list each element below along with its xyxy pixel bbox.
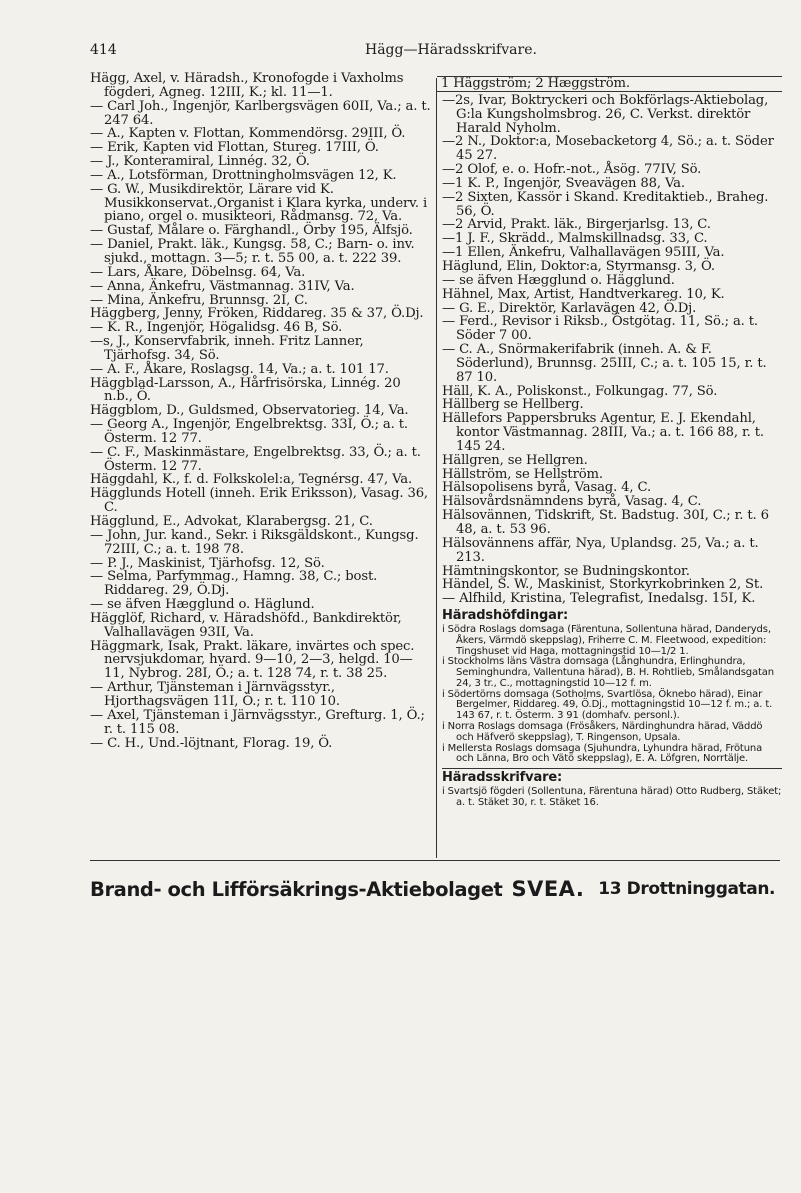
entry: — se äfven Hægglund o. Häglund. [90,597,315,613]
entry: — A., Lotsförman, Drottningholmsvägen 12, K. [90,167,397,183]
entry: — Mina, Änkefru, Brunnsg. 2I, C. [90,292,308,308]
page-number: 414 [90,42,117,58]
section-heading-haradsskrifvare: Häradsskrifvare: [442,768,782,785]
entry: Hälsovårdsnämndens byrå, Vasag. 4, C. [442,494,702,510]
entry: Hällström, se Hellström. [442,466,603,482]
page-header [90,42,780,64]
entry: — John, Jur. kand., Sekr. i Riksgäldskont., Kungsg. 72III, C.; a. t. 198 78. [90,527,419,557]
entry: —1 K. P., Ingenjör, Sveavägen 88, Va. [442,175,685,191]
name-variant-box: 1 Häggström; 2 Hæggström. [437,76,782,92]
running-title: Hägg—Häradsskrifvare. [365,42,537,58]
entry: Häglund, Elin, Doktor:a, Styrmansg. 3, Ö. [442,258,715,274]
entry: Hämtningskontor, se Budningskontor. [442,563,690,579]
entry: Hägglund, E., Advokat, Klarabergsg. 21, C. [90,514,373,529]
left-column [90,72,432,750]
entry: Hälsovännen, Tidskrift, St. Badstug. 30I, C.; r. t. 6 48, a. t. 53 96. [442,508,769,537]
entry: — Anna, Änkefru, Västmannag. 31IV, Va. [90,278,355,294]
entry: — Axel, Tjänsteman i Järnvägsstyr., Grefturg. 1, Ö.; r. t. 115 08. [90,707,425,737]
entry: — Ferd., Revisor i Riksb., Östgötag. 11, Sö.; a. t. Söder 7 00. [442,314,758,344]
entry: —2 Olof, e. o. Hofr.-not., Åsög. 77IV, Sö. [442,162,702,178]
entry: —1 Ellen, Änkefru, Valhallavägen 95III, Va. [442,245,725,261]
domsaga-entry: i Södra Roslags domsaga (Färentuna, Sollentuna härad, Danderyds, Åkers, Värmdö skeppslag), Friherre C. M. Fleetwood, expedition: Tingshuset vid Haga, mottagningstid 10—1/2 1. [442,623,771,657]
entry: Hälsovännens affär, Nya, Uplandsg. 25, Va.; a. t. 213. [442,535,759,565]
entry: — C. F., Maskinmästare, Engelbrektsg. 33, Ö.; a. t. Österm. 12 77. [90,444,421,474]
right-column [442,72,782,809]
fogderi-entry: i Svartsjö fögderi (Sollentuna, Färentuna härad) Otto Rudberg, Stäket; a. t. Stäket 30, r. t. Stäket 16. [442,786,782,808]
entry: Händel, S. W., Maskinist, Storkyrkobrinken 2, St. [442,577,764,593]
entry: — se äfven Hægglund o. Hägglund. [442,272,675,288]
entry: —2 Arvid, Prakt. läk., Birgerjarlsg. 13, C. [442,217,711,233]
entry: — G. E., Direktör, Karlavägen 42, Ö.Dj. [442,300,697,316]
entry: Hägg, Axel, v. Häradsh., Kronofogde i Vaxholms fögderi, Agneg. 12III, K.; kl. 11—1. [90,71,404,100]
entry: Hägglöf, Richard, v. Häradshöfd., Bankdirektör, Valhallavägen 93II, Va. [90,610,402,640]
entry: Häggblad-Larsson, A., Hårfrisörska, Linnég. 20 n.b., Ö. [90,375,401,405]
entry: — Selma, Parfymmag., Hamng. 38, C.; bost. Riddareg. 29, Ö.Dj. [90,569,378,599]
entry: —s, J., Konservfabrik, inneh. Fritz Lanner, Tjärhofsg. 34, Sö. [90,334,364,363]
entry: — Daniel, Prakt. läk., Kungsg. 58, C.; Barn- o. inv. sjukd., mottagn. 3—5; r. t. 55 00, a. t. 222 39. [90,237,415,266]
advert-address: 13 Drottninggatan. [598,879,776,899]
section-heading-haradshofdingar: Häradshöfdingar: [442,608,569,624]
entry: — Lars, Åkare, Döbelnsg. 64, Va. [90,264,306,280]
advert-banner [90,866,780,912]
domsaga-entry: i Stockholms läns Västra domsaga (Långhundra, Erlinghundra, Seminghundra, Vallentuna härad), B. H. Rohtlieb, Smålandsgatan 24, 3 tr., C., mottagningstid 10—12 f. m. [442,656,774,689]
domsaga-entry: i Södertörns domsaga (Sotholms, Svartlösa, Öknebo härad), Einar Bergelmer, Riddareg. 49, Ö.Dj., mottagningstid 10—12 f. m.; a. t. 143 67, r. t. Österm. 3 91 (domhafv. personl.). [442,688,773,722]
domsaga-entry: i Norra Roslags domsaga (Frösåkers, Närdinghundra härad, Väddö och Häfverö skeppslag), T. Ringenson, Upsala. [442,721,763,743]
entry: — C. H., Und.-löjtnant, Florag. 19, Ö. [90,735,333,751]
entry: Hähnel, Max, Artist, Handtverkareg. 10, K. [442,286,725,302]
entry: — P. J., Maskinist, Tjärhofsg. 12, Sö. [90,555,325,571]
entry: — Gustaf, Målare o. Färghandl., Örby 195, Älfsjö. [90,223,413,239]
entry: — Alfhild, Kristina, Telegrafist, Inedalsg. 15I, K. [442,591,756,607]
entry: Häll, K. A., Poliskonst., Folkungag. 77, Sö. [442,383,718,399]
domsaga-entry: i Mellersta Roslags domsaga (Sjuhundra, Lyhundra härad, Frötuna och Länna, Bro och Vätö skeppslag), E. A. Löfgren, Norrtälje. [442,742,763,765]
entry: Hälsopolisens byrå, Vasag. 4, C. [442,480,651,496]
entry: Hällgren, se Hellgren. [442,452,588,468]
entry: —2 Sixten, Kassör i Skand. Kreditaktieb., Braheg. 56, Ö. [442,189,769,219]
entry: — K. R., Ingenjör, Högalidsg. 46 B, Sö. [90,320,343,336]
entry: — G. W., Musikdirektör, Lärare vid K. Musikkonservat.,Organist i Klara kyrka, underv. i piano, orgel o. musikteori, Rådmansg. 72, Va. [90,181,428,225]
entry: — Georg A., Ingenjör, Engelbrektsg. 33I, Ö.; a. t. Österm. 12 77. [90,417,408,446]
entry: Häggmark, Isak, Prakt. läkare, invärtes och spec. nervsjukdomar, hvard. 9—10, 2—3, helgd. 10—11, Nybrog. 28I, Ö.; a. t. 128 74, r. t. 38 25. [90,638,415,682]
advert-name: SVEA. [511,877,585,901]
column-divider [436,78,437,858]
entry: — Carl Joh., Ingenjör, Karlbergsvägen 60II, Va.; a. t. 247 64. [90,98,431,128]
entry: Häggblom, D., Guldsmed, Observatorieg. 14, Va. [90,403,409,419]
entry: — C. A., Snörmakerifabrik (inneh. A. & F. Söderlund), Brunnsg. 25III, C.; a. t. 105 15, r. t. 87 10. [442,342,767,385]
entry: — A. F., Åkare, Roslagsg. 14, Va.; a. t. 101 17. [90,361,389,377]
entry: Häggdahl, K., f. d. Folkskolel:a, Tegnérsg. 47, Va. [90,472,412,488]
entry: — Arthur, Tjänsteman i Järnvägsstyr., Hjorthagsvägen 11I, Ö.; r. t. 110 10. [90,680,340,709]
entry: — J., Konteramiral, Linnég. 32, Ö. [90,154,310,170]
advert-company: Brand- och Lifförsäkrings-Aktiebolaget [90,877,503,901]
entry: Hällberg se Hellberg. [442,397,584,413]
entry: Hägglunds Hotell (inneh. Erik Eriksson), Vasag. 36, C. [90,486,428,516]
advert-top-rule [90,860,780,861]
entry: —2s, Ivar, Boktryckeri och Bokförlags-Aktiebolag, G:la Kungsholmsbrog. 26, C. Verkst. direktör Harald Nyholm. [442,92,769,136]
entry: — Erik, Kapten vid Flottan, Stureg. 17III, Ö. [90,140,379,156]
entry: Häggberg, Jenny, Fröken, Riddareg. 35 & 37, Ö.Dj. [90,306,424,322]
entry: — A., Kapten v. Flottan, Kommendörsg. 29III, Ö. [90,126,406,142]
entry: —1 J. F., Skrädd., Malmskillnadsg. 33, C. [442,231,708,247]
entry: Hällefors Pappersbruks Agentur, E. J. Ekendahl, kontor Västmannag. 28III, Va.; a. t. 166 88, r. t. 145 24. [442,411,764,454]
entry: —2 N., Doktor:a, Mosebacketorg 4, Sö.; a. t. Söder 45 27. [442,134,774,164]
